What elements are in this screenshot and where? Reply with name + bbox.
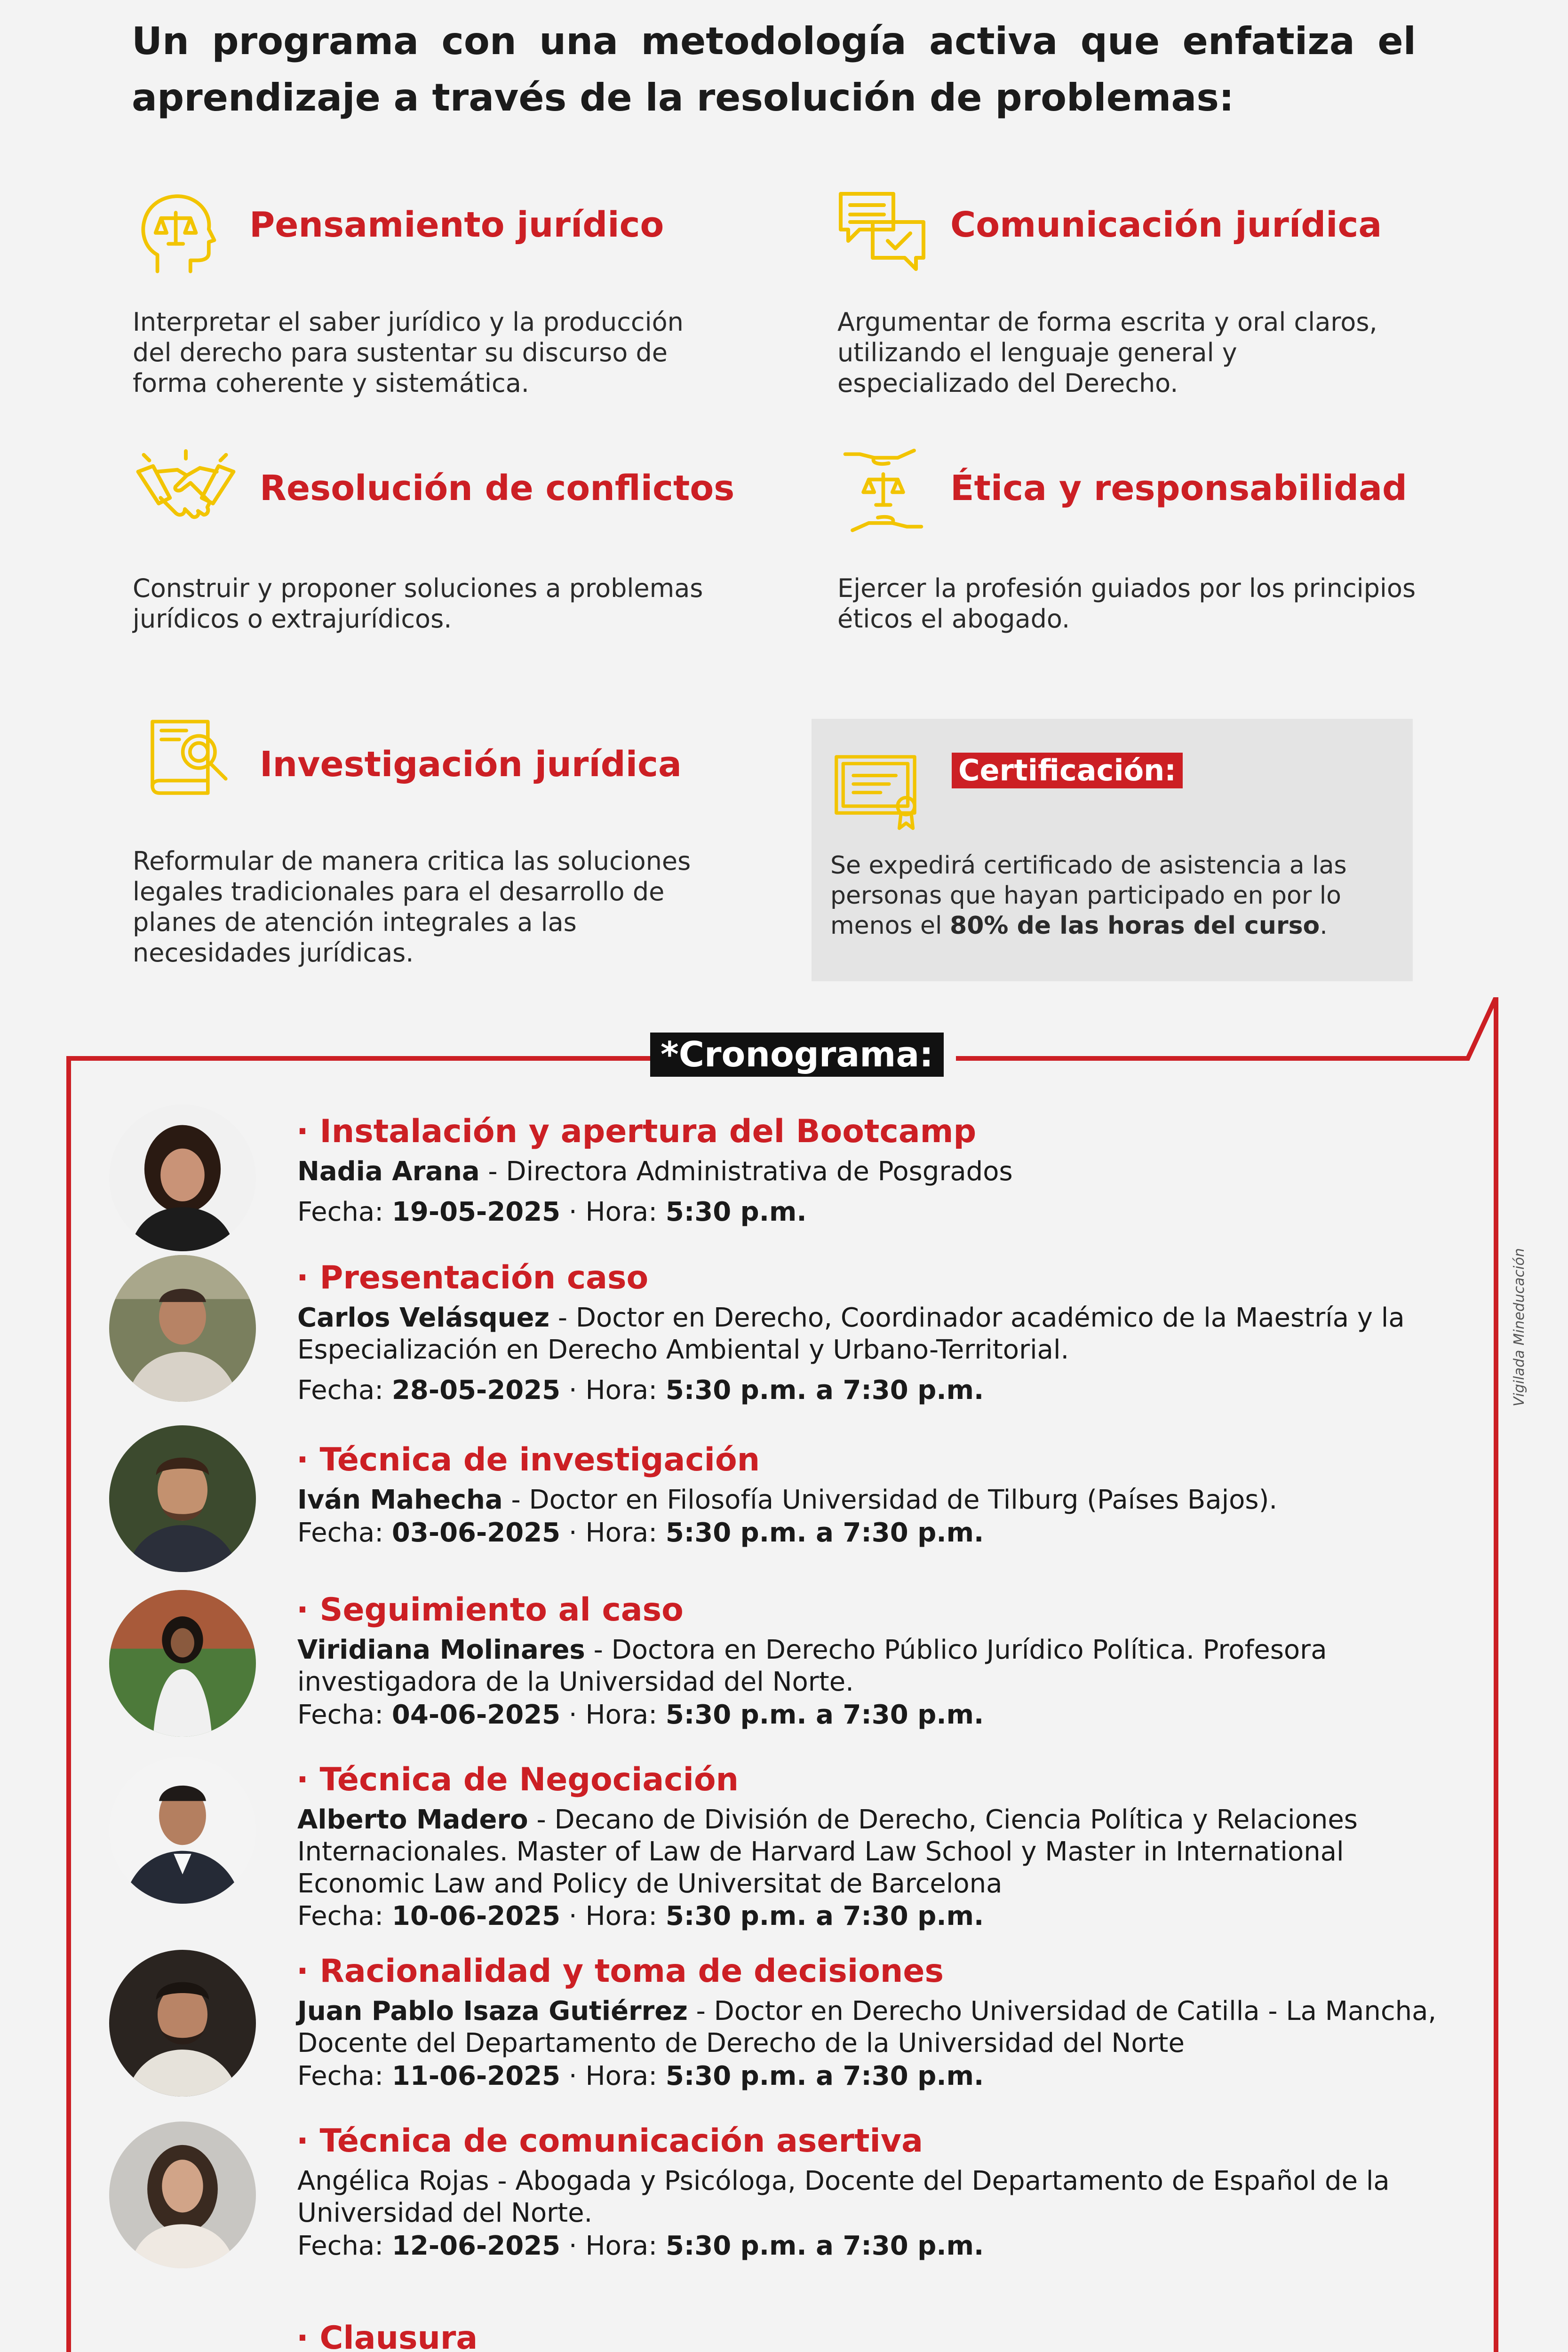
session-3-speaker [297,1484,1450,1516]
cronograma-label: *Cronograma: [650,1033,944,1077]
session-3-name: Iván Mahecha [297,1485,503,1515]
session-2-speaker [297,1302,1450,1366]
session-5-hora: 5:30 p.m. a 7:30 p.m. [665,1901,984,1931]
hora-label: Hora: [585,1901,658,1931]
session-5-datetime: Fecha: 10-06-2025 · Hora: 5:30 p.m. a 7:30 p.m. [297,1901,984,1931]
feature-title-resolucion: Resolución de conflictos [260,468,735,509]
speech-bubbles-icon [835,188,929,273]
certificate-icon [833,752,927,832]
fecha-label: Fecha: [297,1518,384,1548]
session-4-speaker [297,1634,1450,1698]
session-1-hora: 5:30 p.m. [665,1197,807,1227]
session-3-hora: 5:30 p.m. a 7:30 p.m. [665,1518,984,1548]
feature-title-comunicacion: Comunicación jurídica [950,205,1382,245]
avatar-nadia-arana [109,1104,256,1251]
session-6-datetime: Fecha: 11-06-2025 · Hora: 5:30 p.m. a 7:30 p.m. [297,2061,984,2091]
session-6-name: Juan Pablo Isaza Gutiérrez [297,1996,688,2026]
certification-label: Certificación: [952,753,1183,788]
session-5-title: · Técnica de Negociación [296,1761,739,1798]
intro-line-1: Un programa con una metodología activa que enfatiza el [132,19,1416,63]
avatar-juan-pablo-isaza [109,1950,256,2097]
fecha-label: Fecha: [297,2061,384,2091]
session-4-name: Viridiana Molinares [297,1635,585,1665]
avatar-angelica-rojas [109,2122,256,2268]
feature-desc-comunicacion: Argumentar de forma escrita y oral claros, utilizando el lenguaje general y especializado del Derecho. [837,307,1377,398]
book-magnifier-icon [143,713,233,802]
session-3-datetime: Fecha: 03-06-2025 · Hora: 5:30 p.m. a 7:30 p.m. [297,1518,984,1548]
session-1-speaker [297,1156,1450,1188]
session-5-name: Alberto Madero [297,1804,528,1835]
avatar-viridiana-molinares [109,1590,256,1737]
session-4-fecha: 04-06-2025 [391,1700,561,1730]
hands-scales-icon [837,447,929,534]
session-6-role: - Doctor en Derecho Universidad de Catilla - La Mancha, Docente del Departamento de Derecho de la Universidad del Norte [297,1996,1437,2058]
feature-desc-resolucion: Construir y proponer soluciones a problemas jurídicos o extrajurídicos. [133,573,703,634]
session-1-role: - Directora Administrativa de Posgrados [479,1156,1013,1187]
session-6-fecha: 11-06-2025 [391,2061,561,2091]
session-7-hora: 5:30 p.m. a 7:30 p.m. [665,2231,984,2261]
hora-label: Hora: [585,1700,658,1730]
session-4-hora: 5:30 p.m. a 7:30 p.m. [665,1700,984,1730]
head-scales-icon [132,186,223,280]
feature-title-pensamiento: Pensamiento jurídico [249,205,664,245]
intro-heading [132,13,1416,126]
session-6-hora: 5:30 p.m. a 7:30 p.m. [665,2061,984,2091]
session-7-title: · Técnica de comunicación asertiva [296,2122,923,2160]
certification-desc [830,850,1400,941]
session-4-role: - Doctora en Derecho Público Jurídico Política. Profesora investigadora de la Universidad del Norte. [297,1635,1327,1697]
intro-line-2: aprendizaje a través de la resolución de problemas: [132,76,1234,119]
certification-desc-post: . [1320,912,1328,940]
feature-desc-etica: Ejercer la profesión guiados por los principios éticos el abogado. [837,573,1416,634]
fecha-label: Fecha: [297,1901,384,1931]
hora-label: Hora: [585,2061,658,2091]
session-6-title: · Racionalidad y toma de decisiones [296,1953,944,1990]
session-7-fecha: 12-06-2025 [391,2231,561,2261]
session-2-datetime: Fecha: 28-05-2025 · Hora: 5:30 p.m. a 7:30 p.m. [297,1375,984,1406]
vigilada-mineducacion: Vigilada Mineducación [1511,1248,1528,1406]
session-7-datetime: Fecha: 12-06-2025 · Hora: 5:30 p.m. a 7:30 p.m. [297,2231,984,2261]
feature-title-investigacion: Investigación jurídica [260,744,682,785]
certification-desc-bold: 80% de las horas del curso [950,912,1320,940]
session-5-role: - Decano de División de Derecho, Ciencia Política y Relaciones Internacionales. Master of Law de Harvard Law School y Master in International Economic Law and Policy de Universitat de Barcelona [297,1804,1358,1899]
session-2-role: - Doctor en Derecho, Coordinador académico de la Maestría y la Especialización en Derecho Ambiental y Urbano-Territorial. [297,1303,1405,1365]
feature-desc-investigacion: Reformular de manera critica las soluciones legales tradicionales para el desarrollo de planes de atención integrales a las necesidades jurídicas. [133,846,691,968]
feature-desc-pensamiento: Interpretar el saber jurídico y la producción del derecho para sustentar su discurso de forma coherente y sistemática. [133,307,684,398]
hora-label: Hora: [585,2231,658,2261]
session-6-speaker [297,1995,1450,2059]
session-5-fecha: 10-06-2025 [391,1901,561,1931]
fecha-label: Fecha: [297,2231,384,2261]
session-3-fecha: 03-06-2025 [391,1518,561,1548]
session-1-title: · Instalación y apertura del Bootcamp [296,1113,977,1150]
fecha-label: Fecha: [297,1197,384,1227]
session-2-hora: 5:30 p.m. a 7:30 p.m. [665,1375,984,1406]
session-2-title: · Presentación caso [296,1259,649,1296]
certification-desc-pre: Se expedirá certificado de asistencia a las personas que hayan participado en por lo menos el [830,851,1347,940]
fecha-label: Fecha: [297,1700,384,1730]
hora-label: Hora: [585,1518,658,1548]
session-7-role: Angélica Rojas - Abogada y Psicóloga, Docente del Departamento de Español de la Universidad del Norte. [297,2166,1390,2228]
hora-label: Hora: [585,1197,658,1227]
session-8-title: · Clausura [296,2320,478,2352]
session-3-role: - Doctor en Filosofía Universidad de Tilburg (Países Bajos). [502,1485,1278,1515]
avatar-carlos-velasquez [109,1255,256,1402]
feature-title-etica: Ética y responsabilidad [950,468,1407,509]
avatar-alberto-madero [109,1757,256,1904]
session-1-datetime: Fecha: 19-05-2025 · Hora: 5:30 p.m. [297,1197,807,1227]
session-3-title: · Técnica de investigación [296,1441,760,1478]
session-1-name: Nadia Arana [297,1156,480,1187]
session-4-title: · Seguimiento al caso [296,1591,684,1629]
handshake-icon [134,449,238,532]
session-5-speaker [297,1804,1450,1900]
fecha-label: Fecha: [297,1375,384,1406]
session-2-name: Carlos Velásquez [297,1303,550,1333]
hora-label: Hora: [585,1375,658,1406]
session-1-fecha: 19-05-2025 [391,1197,561,1227]
session-7-speaker [297,2165,1450,2229]
avatar-ivan-mahecha [109,1425,256,1572]
session-2-fecha: 28-05-2025 [391,1375,561,1406]
session-4-datetime: Fecha: 04-06-2025 · Hora: 5:30 p.m. a 7:30 p.m. [297,1700,984,1730]
